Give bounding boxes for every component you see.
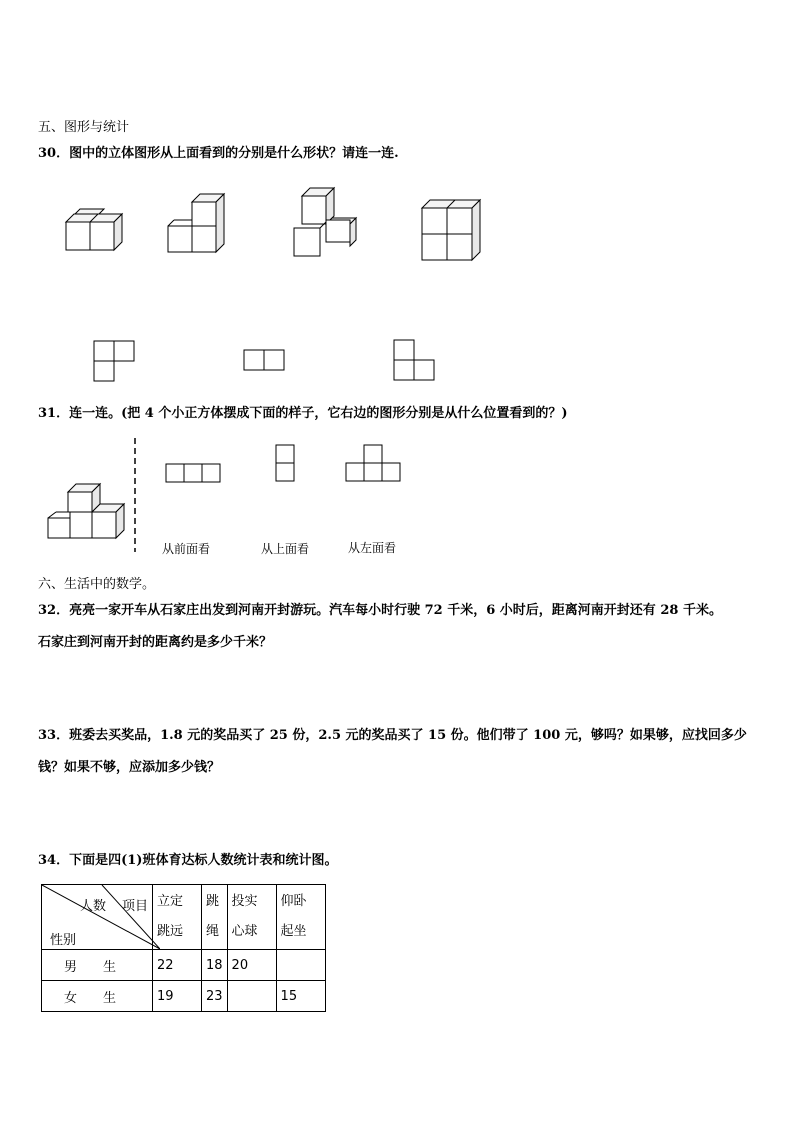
header-situps: 仰卧 起坐 (276, 885, 325, 950)
q31-caption-left: 从左面看 (348, 541, 397, 555)
corner-label-item: 项目 (122, 899, 149, 914)
q31-view-top (275, 444, 297, 484)
table-corner-cell (42, 885, 153, 950)
table-row (42, 950, 326, 981)
section-five-title: 五、图形与统计 (38, 120, 130, 135)
q30-solid-1 (64, 206, 126, 252)
table-cell: 23 (202, 981, 228, 1012)
q30-view-3 (393, 339, 437, 383)
header-rope: 跳 绳 (202, 885, 228, 950)
section-six-title: 六、生活中的数学。 (38, 577, 156, 592)
q33-line-1: 33．班委去买奖品，1.8 元的奖品买了 25 份，2.5 元的奖品买了 15 份。他们带了 100 元，够吗？如果够，应找回多少 (38, 728, 747, 743)
header-long-jump: 立定 跳远 (153, 885, 202, 950)
table-cell (227, 981, 276, 1012)
table-cell: 15 (276, 981, 325, 1012)
q31-view-left (345, 444, 403, 484)
table-cell: 20 (227, 950, 276, 981)
table-cell: 22 (153, 950, 202, 981)
q32-line-2: 石家庄到河南开封的距离约是多少千米？ (38, 635, 273, 650)
table-cell (276, 950, 325, 981)
q31-caption-front: 从前面看 (162, 542, 211, 556)
q31-dashed-divider (132, 438, 138, 554)
q31-solid (46, 484, 126, 542)
table-cell: 18 (202, 950, 228, 981)
q30-solid-3 (292, 188, 358, 258)
q30-view-2 (243, 349, 287, 373)
q30-view-1 (93, 340, 137, 382)
q31-caption-top: 从上面看 (261, 542, 310, 556)
q34-stat-table (41, 884, 326, 1012)
table-row (42, 981, 326, 1012)
q33-line-2: 钱？如果不够，应添加多少钱？ (38, 760, 221, 775)
header-shot-put: 投实 心球 (227, 885, 276, 950)
q30-solid-4 (422, 200, 484, 262)
corner-label-count: 人数 (80, 899, 107, 914)
q31-view-front (165, 463, 223, 485)
q34-text: 34．下面是四(1)班体育达标人数统计表和统计图。 (38, 853, 338, 868)
q30-text: 30．图中的立体图形从上面看到的分别是什么形状？请连一连. (38, 146, 399, 161)
table-cell: 19 (153, 981, 202, 1012)
q31-text: 31．连一连。(把 4 个小正方体摆成下面的样子，它右边的图形分别是从什么位置看到的？) (38, 406, 568, 421)
q30-solid-2 (166, 194, 228, 254)
row-label-girls: 女 生 (42, 981, 153, 1012)
row-label-boys: 男 生 (42, 950, 153, 981)
q32-line-1: 32．亮亮一家开车从石家庄出发到河南开封游玩。汽车每小时行驶 72 千米，6 小时后，距离河南开封还有 28 千米。 (38, 603, 722, 618)
corner-label-gender: 性别 (50, 933, 77, 948)
